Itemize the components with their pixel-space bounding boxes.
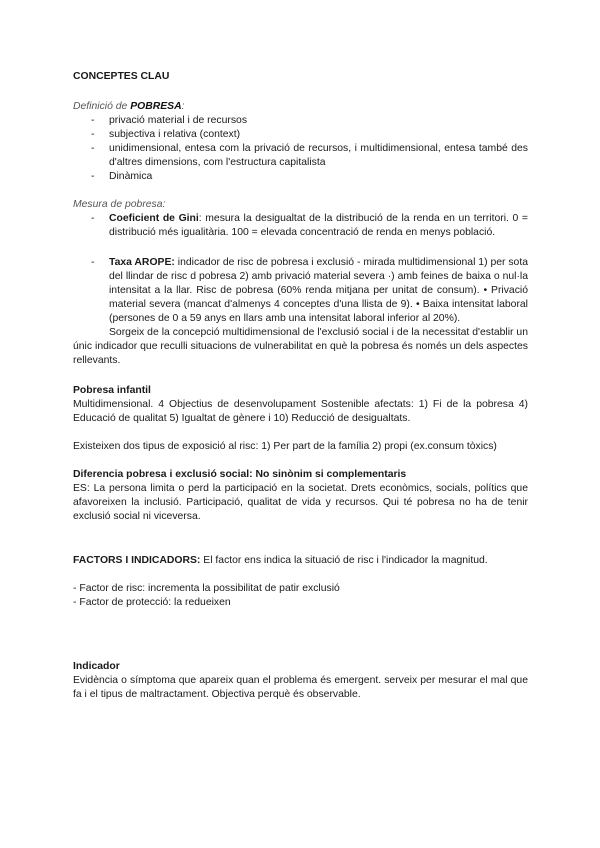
difference-heading: Diferencia pobresa i exclusió social: No sinònim si complementaris xyxy=(73,469,407,480)
factors-intro: El factor ens indica la situació de risc i l'indicador la magnitud. xyxy=(200,555,488,566)
gini-item xyxy=(73,212,528,240)
list-item: - subjectiva i relativa (context) xyxy=(73,128,528,142)
poverty-definition-heading xyxy=(73,100,528,114)
factors-line xyxy=(73,554,528,568)
measure-heading: Mesura de pobresa: xyxy=(73,199,166,210)
indicator-heading: Indicador xyxy=(73,661,120,672)
indicator-text: Evidència o símptoma que apareix quan el problema és emergent. serveix per mesurar el mal que fa i el tipus de maltractament. Objectiva perquè és observable. xyxy=(73,675,528,700)
list-item: - unidimensional, entesa com la privació de recursos, i multidimensional, entesa també des d'altres dimensions, com l'estructura capitalista xyxy=(73,142,528,170)
gini-term: Coeficient de Gini xyxy=(109,213,199,224)
list-item: - Dinàmica xyxy=(73,170,528,184)
measure-list xyxy=(73,212,528,326)
list-item: - privació material i de recursos xyxy=(73,114,528,128)
arope-term: Taxa AROPE: xyxy=(109,257,175,268)
arope-item xyxy=(73,256,528,326)
page-title: CONCEPTES CLAU xyxy=(73,71,170,82)
heading-prefix: Definició de xyxy=(73,101,131,112)
child-poverty-text: Multidimensional. 4 Objectius de desenvolupament Sostenible afectats: 1) Fi de la pobresa 4) Educació de qualitat 5) Igualtat de gènere i 10) Reducció de desigualtats. xyxy=(73,399,528,424)
heading-term: POBRESA xyxy=(130,101,182,112)
difference-text: ES: La persona limita o perd la participació en la societat. Drets econòmics, socials, polítics que afavoreixen la inclusió. Participació, qualitat de vida y recursos. Qui té pobresa no ha de tenir exclusió social ni viceversa. xyxy=(73,483,528,522)
document-body xyxy=(73,70,528,702)
protection-factor: - Factor de protecció: la redueixen xyxy=(73,597,231,608)
child-poverty-heading: Pobresa infantil xyxy=(73,385,151,396)
risk-factor: - Factor de risc: incrementa la possibilitat de patir exclusió xyxy=(73,583,340,594)
factors-heading: FACTORS I INDICADORS: xyxy=(73,555,201,566)
arope-paragraph: Sorgeix de la concepció multidimensional de l'exclusió social i de la necessitat d'establir un únic indicador que reculli situacions de vulnerabilitat en què la pobresa és només un dels aspectes rellevants. xyxy=(73,327,528,366)
exposure-text: Existeixen dos tipus de exposició al risc: 1) Per part de la família 2) propi (ex.consum tòxics) xyxy=(73,441,497,452)
arope-text: indicador de risc de pobresa i exclusió - mirada multidimensional 1) per sota del llindar de risc d pobresa 2) amb privació material severa ·) amb feines de baixa o nul·la intensitat a la llar. Risc de pobresa (60% renda mitjana per unitat de consum). • Privació material severa (mancat d'almenys 4 conceptes d'una llista de 9). • Baixa intensitat laboral (persones de 0 a 59 anys en llars amb una intensitat laboral inferior al 20%). xyxy=(109,257,529,324)
gini-text: : mesura la desigualtat de la distribució de la renda en un territori. 0 = distribució més igualitària. 100 = elevada concentració de renda en menys població. xyxy=(109,213,528,238)
heading-suffix: : xyxy=(181,101,185,112)
poverty-definition-list xyxy=(73,114,528,184)
